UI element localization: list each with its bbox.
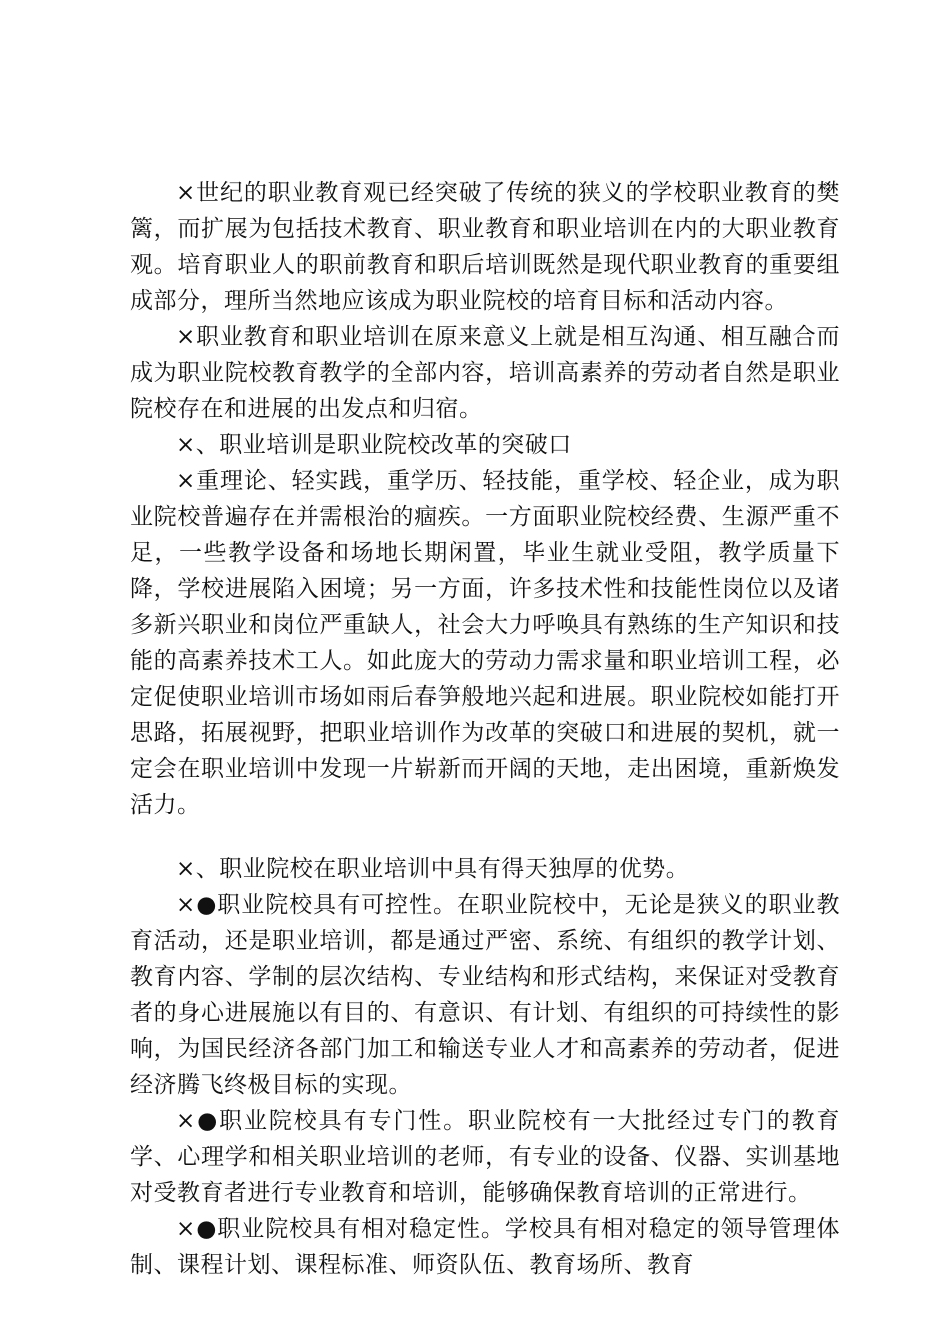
paragraph-controllability: ×●职业院校具有可控性。在职业院校中，无论是狭义的职业教育活动，还是职业培训，都是通过严密、系统、有组织的教学计划、教育内容、学制的层次结构、专业结构和形式结构，来保证对受教育者的身心进展施以有目的、有意识、有计划、有组织的可持续性的影响，为国民经济各部门加工和输送专业人才和高素养的劳动者，促进经济腾飞终极目标的实现。 bbox=[130, 892, 840, 1098]
paragraph-stability: ×●职业院校具有相对稳定性。学校具有相对稳定的领导管理体制、课程计划、课程标准、师资队伍、教育场所、教育 bbox=[130, 1216, 840, 1278]
document-page bbox=[130, 175, 840, 1283]
section-heading-training-breakthrough: ×、职业培训是职业院校改革的突破口 bbox=[176, 432, 572, 458]
paragraph-specialization: ×●职业院校具有专门性。职业院校有一大批经过专门的教育学、心理学和相关职业培训的老师，有专业的设备、仪器、实训基地对受教育者进行专业教育和培训，能够确保教育培训的正常进行。 bbox=[130, 1108, 840, 1206]
paragraph-2: ×职业教育和职业培训在原来意义上就是相互沟通、相互融合而成为职业院校教育教学的全部内容，培训高素养的劳动者自然是职业院校存在和进展的出发点和归宿。 bbox=[130, 324, 840, 422]
paragraph-1: ×世纪的职业教育观已经突破了传统的狭义的学校职业教育的樊篱，而扩展为包括技术教育、职业教育和职业培训在内的大职业教育观。培育职业人的职前教育和职后培训既然是现代职业教育的重要组成部分，理所当然地应该成为职业院校的培育目标和活动内容。 bbox=[130, 180, 840, 314]
paragraph-3: ×重理论、轻实践，重学历、轻技能，重学校、轻企业，成为职业院校普遍存在并需根治的痼疾。一方面职业院校经费、生源严重不足，一些教学设备和场地长期闲置，毕业生就业受阻，教学质量下降，学校进展陷入困境；另一方面，许多技术性和技能性岗位以及诸多新兴职业和岗位严重缺人，社会大力呼唤具有熟练的生产知识和技能的高素养技术工人。如此庞大的劳动力需求量和职业培训工程，必定促使职业培训市场如雨后春笋般地兴起和进展。职业院校如能打开思路，拓展视野，把职业培训作为改革的突破口和进展的契机，就一定会在职业培训中发现一片崭新而开阔的天地，走出困境，重新焕发活力。 bbox=[130, 468, 840, 818]
paragraph-gap bbox=[130, 823, 840, 851]
section-heading-advantages: ×、职业院校在职业培训中具有得天独厚的优势。 bbox=[176, 856, 690, 882]
